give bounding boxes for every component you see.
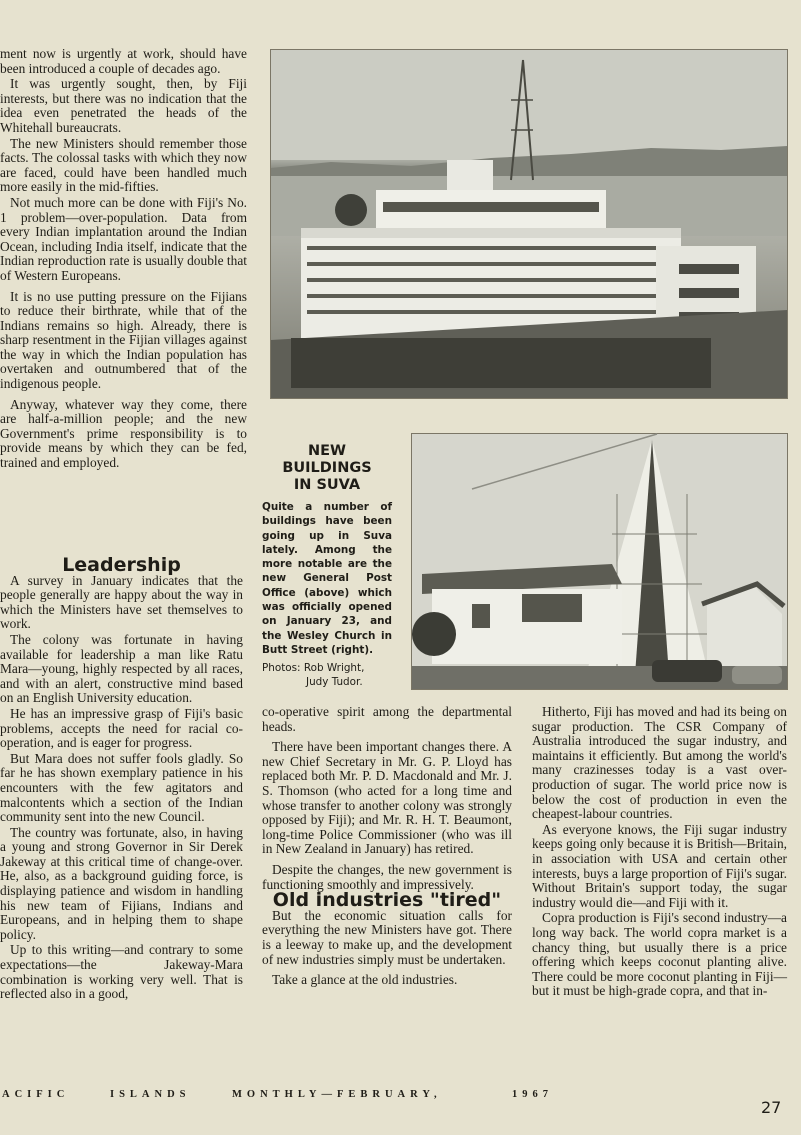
footer-word: ISLANDS: [110, 1089, 191, 1100]
paragraph: But Mara does not suffer fools gladly. So far he has shown exemplary patience in his encounters with the few agitators and malcontents which a section of the Indian community sent into the new Council.: [0, 750, 243, 825]
paragraph: Not much more can be done with Fiji's No. 1 problem—over-population. Data from every Indian implantation around the Indian Ocean, including India itself, indicate that the Indian reproduction rate is usually double that of Western Europeans.: [0, 194, 247, 283]
footer-word: 1967: [512, 1089, 553, 1100]
paragraph: Anyway, whatever way they come, there are half-a-million people; and the new Government's prime responsibility is to provide means by which they can be fed, trained and employed.: [0, 396, 247, 471]
paragraph: It is no use putting pressure on the Fijians to reduce their birthrate, while that of the Indians remains so high. Already, there is sharp resentment in the Fijian villages against the way in which the Indian population has overtaken and outnumbered that of the indigenous people.: [0, 288, 247, 392]
footer-word: ACIFIC: [2, 1089, 70, 1100]
church-illustration: [412, 434, 787, 689]
column-left-lower: [0, 554, 243, 1086]
paragraph: Despite the changes, the new government is functioning smoothly and impressively.: [262, 861, 512, 892]
photo-caption: [262, 443, 392, 689]
caption-body: Quite a number of buildings have been going up in Suva lately. Among the more notable are the new General Post Office (above) which was officially opened on January 23, and the Wesley Church in Butt Street (right).: [262, 501, 392, 656]
paragraph: But the economic situation calls for everything the new Ministers have got. There is a leeway to make up, and the development of new industries simply must be undertaken.: [262, 907, 512, 967]
paragraph: As everyone knows, the Fiji sugar industry keeps going only because it is British—Britain, in association with USA and certain other interests, buys a large proportion of Fiji's sugar. Without Britain's support today, the sugar industry would die—and Fiji with it.: [532, 821, 787, 910]
section-heading-leadership: Leadership: [62, 554, 181, 576]
paragraph: Up to this writing—and contrary to some expectations—the Jakeway-Mara combination is working very well. That is reflected also in a good,: [0, 942, 243, 1002]
paragraph: There have been important changes there. A new Chief Secretary in Mr. G. P. Lloyd has replaced both Mr. P. D. Macdonald and Mr. J. S. Thomson (who acted for a long time and whose transfer to another colony was strongly opposed by Fiji); and Mr. R. H. T. Beaumont, long-time Police Commissioner (who was ill in New Zealand in January) has retired.: [262, 739, 512, 857]
paragraph: co-operative spirit among the departmental heads.: [262, 704, 512, 734]
photo-general-post-office: [270, 49, 788, 399]
paragraph: It was urgently sought, then, by Fiji interests, but there was no indication that the idea even penetrated the heads of the Whitehall bureaucrats.: [0, 76, 247, 135]
paragraph: Copra production is Fiji's second industry—a long way back. The world copra market is a chancy thing, but usually there is a price offering which keeps coconut planting alive. There could be more coconut planting in Fiji—but it must be high-grade copra, and that in-: [532, 910, 787, 999]
paragraph: He has an impressive grasp of Fiji's basic problems, accepts the need for racial co-operation, and is eager for progress.: [0, 705, 243, 751]
caption-title: NEW BUILDINGS IN SUVA: [282, 443, 372, 493]
paragraph: ment now is urgently at work, should have been introduced a couple of decades ago.: [0, 46, 247, 76]
paragraph: The new Ministers should remember those facts. The colossal tasks with which they now are faced, could have been handled much more easily in the mid-fifties.: [0, 135, 247, 195]
paragraph: Hitherto, Fiji has moved and had its being on sugar production. The CSR Company of Australia introduced the sugar industry, and maintains it efficiently. But among the world's many crazinesses today is a vast over-production of sugar. The world price now is below the cost of production in even the cheapest-labour countries.: [532, 704, 787, 822]
photo-wesley-church: [411, 433, 788, 690]
paragraph: A survey in January indicates that the people generally are happy about the way in which the Ministers have set themselves to work.: [0, 572, 243, 632]
post-office-illustration: [271, 50, 787, 398]
photo-credit: Photos: Rob Wright, Judy Tudor.: [262, 662, 365, 689]
footer-word: MONTHLY—FEBRUARY,: [232, 1089, 442, 1100]
paragraph: The country was fortunate, also, in having a young and strong Governor in Sir Derek Jakeway at this critical time of change-over. He, also, as a background guiding force, is displaying patience and wisdom in handling his new team of Fijians, Indians and Europeans, and in helping them to shape policy.: [0, 824, 243, 942]
column-right: [532, 705, 787, 1085]
section-heading-old-industries: Old industries "tired": [272, 889, 502, 912]
page-number: 27: [761, 1098, 782, 1117]
paragraph: Take a glance at the old industries.: [272, 972, 458, 988]
paragraph: The colony was fortunate in having available for leadership a man like Ratu Mara—young, highly respected by all races, and with an alert, constructive mind based on an English University education.: [0, 631, 243, 706]
column-middle: [262, 705, 512, 1085]
